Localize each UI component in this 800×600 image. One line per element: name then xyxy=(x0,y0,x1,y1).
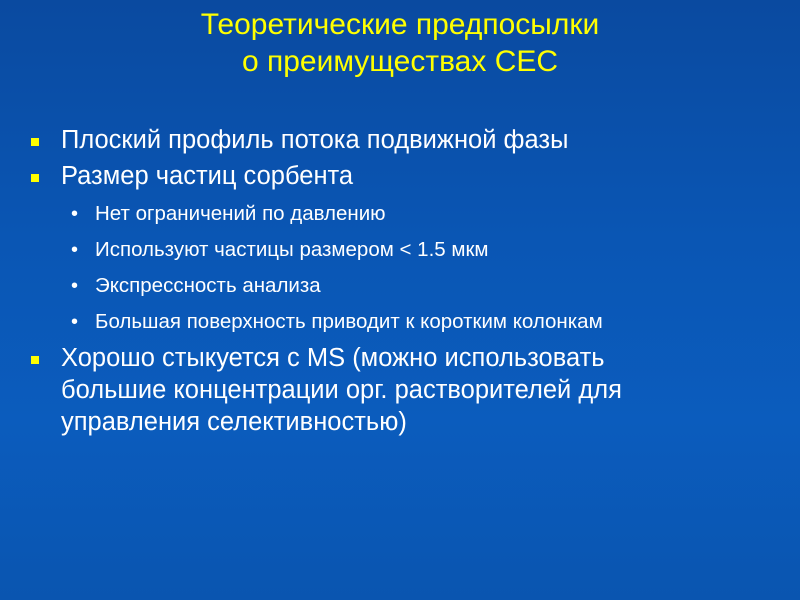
sub-bullet-item xyxy=(27,304,787,340)
sub-bullet-text: Экспрессность анализа xyxy=(95,274,321,297)
sub-bullet-item xyxy=(27,196,787,232)
dot-bullet-icon: • xyxy=(71,311,79,333)
dot-bullet-icon: • xyxy=(71,275,79,297)
square-bullet-icon xyxy=(31,138,39,146)
sub-bullet-item xyxy=(27,268,787,304)
bullet-item xyxy=(27,342,787,438)
dot-bullet-icon: • xyxy=(71,239,79,261)
sub-bullet-text: Используют частицы размером < 1.5 мкм xyxy=(95,238,489,261)
bullet-item xyxy=(27,124,787,156)
dot-bullet-icon: • xyxy=(71,203,79,225)
slide-title xyxy=(0,6,800,80)
bullet-text: Плоский профиль потока подвижной фазы xyxy=(61,126,569,154)
bullet-text: Размер частиц сорбента xyxy=(61,162,354,190)
sub-bullet-text: Нет ограничений по давлению xyxy=(95,202,386,225)
bullet-text-line-3: управления селективностью) xyxy=(61,408,407,436)
square-bullet-icon xyxy=(31,174,39,182)
bullet-text-line-2: большие концентрации орг. растворителей для xyxy=(61,376,622,404)
square-bullet-icon xyxy=(31,356,39,364)
title-line-2: о преимуществах CEC xyxy=(241,45,559,78)
sub-bullet-text: Большая поверхность приводит к коротким колонкам xyxy=(95,310,603,333)
bullet-list xyxy=(27,124,787,442)
bullet-text-line-1: Хорошо стыкуется с MS (можно использовать xyxy=(61,344,605,372)
title-line-1: Теоретические предпосылки xyxy=(200,8,600,41)
sub-bullet-item xyxy=(27,232,787,268)
sub-bullet-list xyxy=(27,196,787,340)
bullet-item xyxy=(27,160,787,192)
